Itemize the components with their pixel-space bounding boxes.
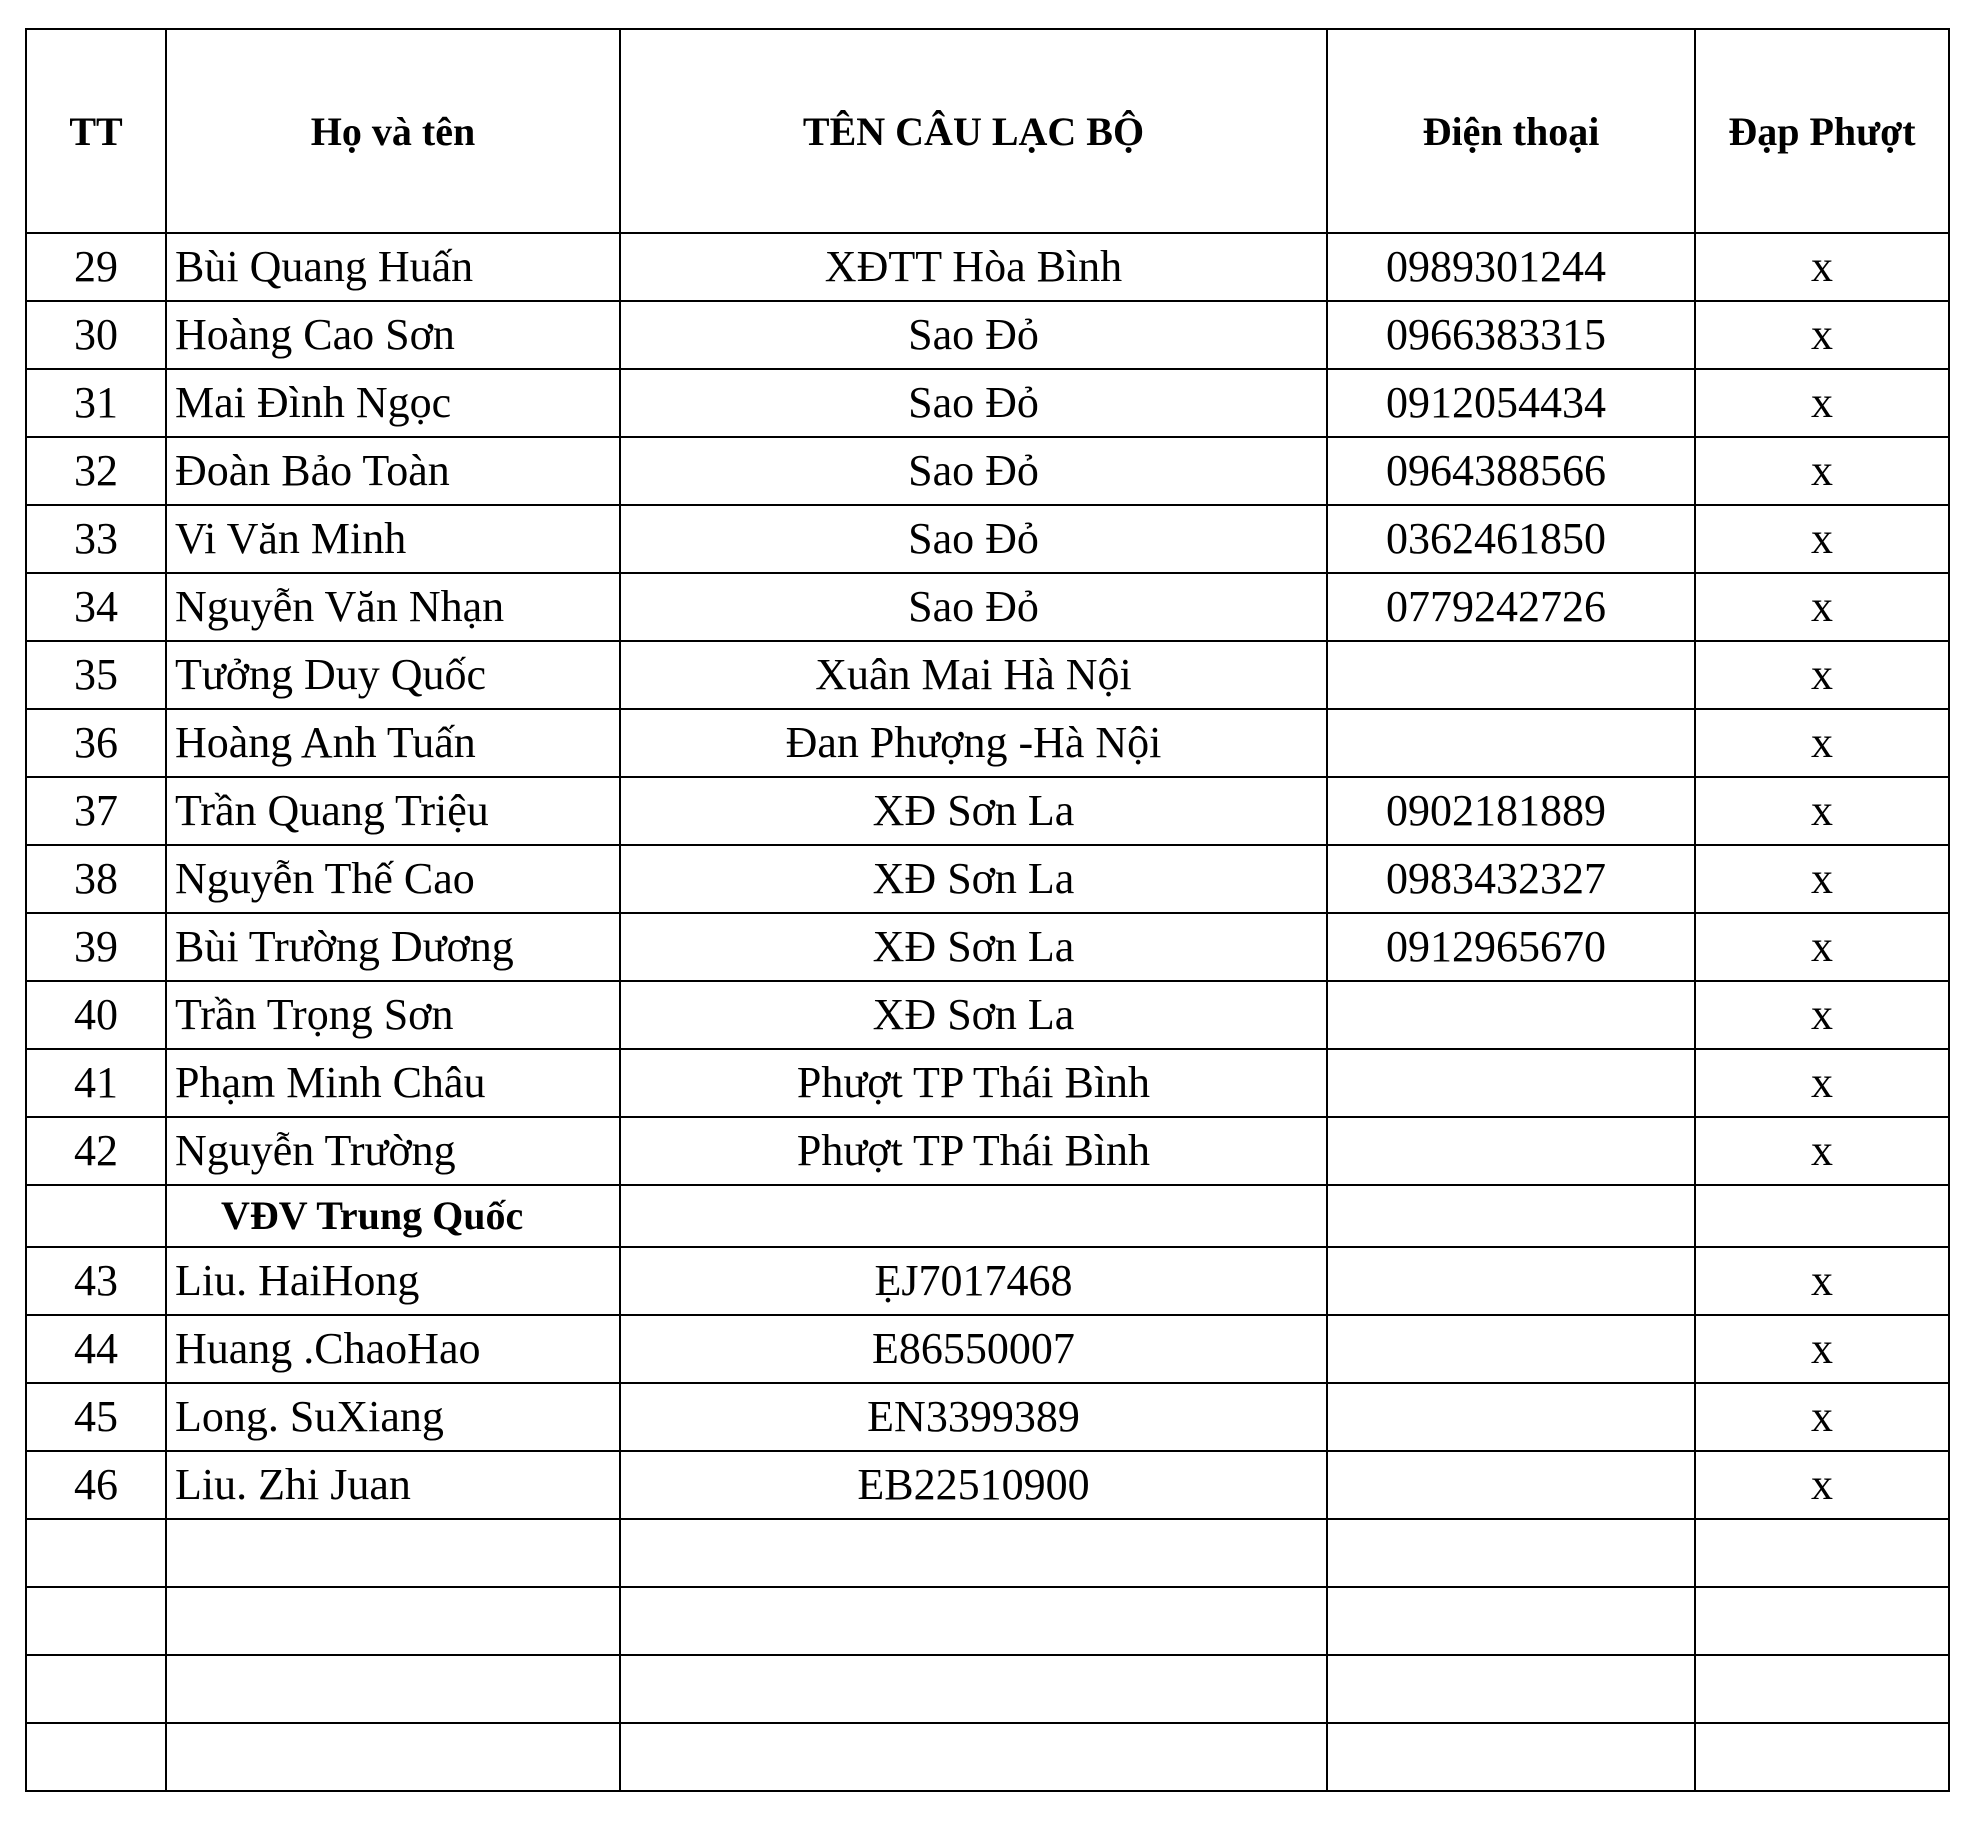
empty-row xyxy=(26,1519,1949,1587)
dap-phuot-cell: x xyxy=(1695,641,1949,709)
name-cell: Hoàng Cao Sơn xyxy=(166,301,620,369)
empty-row xyxy=(26,1723,1949,1791)
phone-cell: 0779242726 xyxy=(1327,573,1695,641)
tt-cell: 40 xyxy=(26,981,166,1049)
tt-cell: 39 xyxy=(26,913,166,981)
name-cell: Mai Đình Ngọc xyxy=(166,369,620,437)
club-cell: Đan Phượng -Hà Nội xyxy=(620,709,1327,777)
dap-phuot-cell: x xyxy=(1695,505,1949,573)
dap-phuot-cell: x xyxy=(1695,709,1949,777)
section-label: VĐV Trung Quốc xyxy=(166,1185,620,1247)
club-cell: Sao Đỏ xyxy=(620,437,1327,505)
tt-cell: 30 xyxy=(26,301,166,369)
dap-phuot-cell: x xyxy=(1695,1383,1949,1451)
table-row xyxy=(26,1451,1949,1519)
club-cell: Sao Đỏ xyxy=(620,301,1327,369)
name-cell: Liu. HaiHong xyxy=(166,1247,620,1315)
dap-phuot-cell: x xyxy=(1695,1117,1949,1185)
section-row xyxy=(26,1185,1949,1247)
section-phone-cell xyxy=(1327,1185,1695,1247)
dap-phuot-cell: x xyxy=(1695,437,1949,505)
tt-cell: 42 xyxy=(26,1117,166,1185)
tt-cell: 44 xyxy=(26,1315,166,1383)
tt-cell: 31 xyxy=(26,369,166,437)
table-row xyxy=(26,1247,1949,1315)
tt-cell: 37 xyxy=(26,777,166,845)
phone-cell xyxy=(1327,641,1695,709)
name-cell: Hoàng Anh Tuấn xyxy=(166,709,620,777)
tt-cell: 43 xyxy=(26,1247,166,1315)
name-cell: Nguyễn Văn Nhạn xyxy=(166,573,620,641)
table-row xyxy=(26,845,1949,913)
club-cell: Phượt TP Thái Bình xyxy=(620,1049,1327,1117)
participants-table xyxy=(25,28,1950,1792)
tt-cell: 29 xyxy=(26,233,166,301)
dap-phuot-cell: x xyxy=(1695,233,1949,301)
club-cell: ẸJ7017468 xyxy=(620,1247,1327,1315)
table-row xyxy=(26,1315,1949,1383)
club-cell: XĐ Sơn La xyxy=(620,981,1327,1049)
phone-cell: 0902181889 xyxy=(1327,777,1695,845)
table-row xyxy=(26,1049,1949,1117)
phone-cell xyxy=(1327,1315,1695,1383)
table-row xyxy=(26,301,1949,369)
club-cell: E86550007 xyxy=(620,1315,1327,1383)
table-row xyxy=(26,709,1949,777)
header-club: TÊN CÂU LẠC BỘ xyxy=(620,29,1327,233)
name-cell: Trần Trọng Sơn xyxy=(166,981,620,1049)
table-row xyxy=(26,641,1949,709)
name-cell: Phạm Minh Châu xyxy=(166,1049,620,1117)
dap-phuot-cell: x xyxy=(1695,1451,1949,1519)
phone-cell xyxy=(1327,1117,1695,1185)
dap-phuot-cell: x xyxy=(1695,573,1949,641)
phone-cell xyxy=(1327,1247,1695,1315)
club-cell: XĐ Sơn La xyxy=(620,845,1327,913)
table-body xyxy=(26,233,1949,1791)
tt-cell: 33 xyxy=(26,505,166,573)
dap-phuot-cell: x xyxy=(1695,301,1949,369)
table-row xyxy=(26,981,1949,1049)
club-cell: EB22510900 xyxy=(620,1451,1327,1519)
phone-cell: 0989301244 xyxy=(1327,233,1695,301)
club-cell: XĐ Sơn La xyxy=(620,777,1327,845)
section-club-cell xyxy=(620,1185,1327,1247)
name-cell: Tưởng Duy Quốc xyxy=(166,641,620,709)
table-row xyxy=(26,369,1949,437)
club-cell: Xuân Mai Hà Nội xyxy=(620,641,1327,709)
club-cell: Sao Đỏ xyxy=(620,505,1327,573)
phone-cell xyxy=(1327,981,1695,1049)
empty-row xyxy=(26,1655,1949,1723)
phone-cell xyxy=(1327,709,1695,777)
dap-phuot-cell: x xyxy=(1695,1049,1949,1117)
phone-cell: 0912965670 xyxy=(1327,913,1695,981)
club-cell: Sao Đỏ xyxy=(620,573,1327,641)
phone-cell: 0964388566 xyxy=(1327,437,1695,505)
name-cell: Vi Văn Minh xyxy=(166,505,620,573)
tt-cell: 45 xyxy=(26,1383,166,1451)
table-row xyxy=(26,1117,1949,1185)
phone-cell xyxy=(1327,1383,1695,1451)
tt-cell: 35 xyxy=(26,641,166,709)
table-row xyxy=(26,777,1949,845)
header-dap-phuot: Đạp Phượt xyxy=(1695,29,1949,233)
table-row xyxy=(26,437,1949,505)
section-tt-cell xyxy=(26,1185,166,1247)
tt-cell: 41 xyxy=(26,1049,166,1117)
table-row xyxy=(26,913,1949,981)
phone-cell xyxy=(1327,1049,1695,1117)
dap-phuot-cell: x xyxy=(1695,913,1949,981)
club-cell: XĐ Sơn La xyxy=(620,913,1327,981)
table-row xyxy=(26,1383,1949,1451)
club-cell: XĐTT Hòa Bình xyxy=(620,233,1327,301)
header-name: Họ và tên xyxy=(166,29,620,233)
table-row xyxy=(26,233,1949,301)
section-dap-cell xyxy=(1695,1185,1949,1247)
tt-cell: 34 xyxy=(26,573,166,641)
name-cell: Bùi Trường Dương xyxy=(166,913,620,981)
table-row xyxy=(26,505,1949,573)
dap-phuot-cell: x xyxy=(1695,1315,1949,1383)
empty-row xyxy=(26,1587,1949,1655)
header-row xyxy=(26,29,1949,233)
dap-phuot-cell: x xyxy=(1695,777,1949,845)
name-cell: Nguyễn Trường xyxy=(166,1117,620,1185)
tt-cell: 36 xyxy=(26,709,166,777)
header-phone: Điện thoại xyxy=(1327,29,1695,233)
phone-cell: 0983432327 xyxy=(1327,845,1695,913)
dap-phuot-cell: x xyxy=(1695,845,1949,913)
header-tt: TT xyxy=(26,29,166,233)
club-cell: EN3399389 xyxy=(620,1383,1327,1451)
name-cell: Bùi Quang Huấn xyxy=(166,233,620,301)
name-cell: Nguyễn Thế Cao xyxy=(166,845,620,913)
tt-cell: 32 xyxy=(26,437,166,505)
table-row xyxy=(26,573,1949,641)
table-header xyxy=(26,29,1949,233)
phone-cell: 0912054434 xyxy=(1327,369,1695,437)
name-cell: Đoàn Bảo Toàn xyxy=(166,437,620,505)
dap-phuot-cell: x xyxy=(1695,981,1949,1049)
phone-cell: 0966383315 xyxy=(1327,301,1695,369)
phone-cell: 0362461850 xyxy=(1327,505,1695,573)
club-cell: Phượt TP Thái Bình xyxy=(620,1117,1327,1185)
tt-cell: 46 xyxy=(26,1451,166,1519)
dap-phuot-cell: x xyxy=(1695,369,1949,437)
name-cell: Huang .ChaoHao xyxy=(166,1315,620,1383)
name-cell: Long. SuXiang xyxy=(166,1383,620,1451)
tt-cell: 38 xyxy=(26,845,166,913)
phone-cell xyxy=(1327,1451,1695,1519)
name-cell: Liu. Zhi Juan xyxy=(166,1451,620,1519)
club-cell: Sao Đỏ xyxy=(620,369,1327,437)
dap-phuot-cell: x xyxy=(1695,1247,1949,1315)
name-cell: Trần Quang Triệu xyxy=(166,777,620,845)
